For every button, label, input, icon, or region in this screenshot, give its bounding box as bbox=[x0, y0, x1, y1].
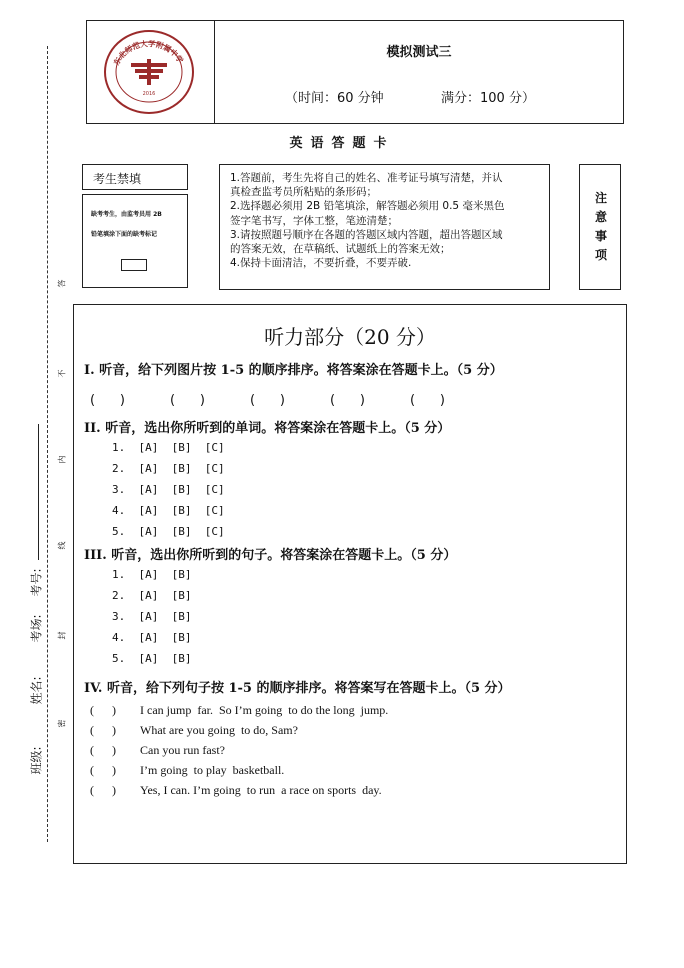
binding-char: 封 bbox=[57, 631, 67, 640]
answer-blank[interactable]: ( ) bbox=[250, 393, 285, 408]
option-row[interactable]: 4. [A] [B] [C] bbox=[112, 504, 225, 517]
absence-mark-box[interactable] bbox=[121, 259, 147, 271]
score-info: 满分：100 分） bbox=[441, 91, 535, 106]
question-4-heading: IV. 听音，给下列句子按 1-5 的顺序排序。将答案写在答题卡上。（5 分） bbox=[84, 681, 511, 696]
instruction-line: 2.选择题必须用 2B 铅笔填涂，解答题必须用 0.5 毫米黑色 bbox=[230, 200, 505, 213]
school-logo bbox=[103, 29, 195, 115]
name-label: 姓名: bbox=[29, 676, 44, 705]
answer-blank[interactable]: ( ) bbox=[90, 703, 116, 717]
sentence-row bbox=[90, 743, 225, 758]
class-label: 班级: bbox=[29, 746, 44, 775]
answer-blank[interactable]: ( ) bbox=[90, 723, 116, 737]
instruction-line: 签字笔书写，字体工整，笔迹清楚； bbox=[230, 214, 398, 227]
exam-title: 模拟测试三 bbox=[386, 45, 452, 60]
time-info: （时间：60 分钟 bbox=[285, 91, 384, 106]
listening-section bbox=[73, 304, 627, 864]
sentence-text: I’m going to play basketball. bbox=[140, 763, 285, 777]
instruction-line: 3.请按照题号顺序在各题的答题区域内答题，超出答题区域 bbox=[230, 228, 503, 241]
option-row[interactable]: 4. [A] [B] bbox=[112, 631, 192, 644]
candidate-label: 考生禁填 bbox=[82, 164, 188, 190]
option-row[interactable]: 2. [A] [B] bbox=[112, 589, 192, 602]
binding-char: 密 bbox=[57, 719, 67, 728]
svg-text:2016: 2016 bbox=[142, 91, 156, 97]
section-title: 听力部分（20 分） bbox=[264, 325, 436, 349]
exam-no-line bbox=[38, 424, 39, 560]
exam-no-label: 考号: bbox=[29, 568, 44, 597]
sentence-text: Can you run fast? bbox=[140, 743, 225, 757]
sentence-row bbox=[90, 783, 382, 798]
binding-dashed-line bbox=[47, 46, 48, 842]
sentence-text: Yes, I can. I’m going to run a race on sports day. bbox=[140, 783, 382, 797]
absence-note-line1: 缺考考生，由监考员用 2B bbox=[91, 211, 162, 218]
question-2-heading: II. 听音，选出你所听到的单词。将答案涂在答题卡上。（5 分） bbox=[84, 421, 451, 436]
answer-blank[interactable]: ( ) bbox=[90, 393, 125, 408]
exam-room-label: 考场: bbox=[29, 614, 44, 643]
sentence-row bbox=[90, 703, 388, 718]
answer-blank[interactable]: ( ) bbox=[90, 763, 116, 777]
instructions-box bbox=[219, 164, 550, 290]
instruction-line: 1.答题前，考生先将自己的姓名、准考证号填写清楚，并认 bbox=[230, 172, 503, 184]
option-row[interactable]: 5. [A] [B] [C] bbox=[112, 525, 225, 538]
logo-cell bbox=[87, 21, 215, 123]
question-1-answers bbox=[90, 393, 490, 408]
header-box bbox=[86, 20, 624, 124]
answer-blank[interactable]: ( ) bbox=[410, 393, 445, 408]
candidate-box bbox=[82, 194, 188, 288]
option-row[interactable]: 2. [A] [B] [C] bbox=[112, 462, 225, 475]
answer-blank[interactable]: ( ) bbox=[90, 783, 116, 797]
binding-char: 不 bbox=[57, 369, 67, 378]
svg-text:东北师范大学附属中学: 东北师范大学附属中学 bbox=[111, 39, 186, 67]
binding-char: 线 bbox=[57, 541, 67, 550]
option-row[interactable]: 5. [A] [B] bbox=[112, 652, 192, 665]
instruction-line: 的答案无效，在草稿纸、试题纸上的答案无效； bbox=[230, 243, 451, 256]
question-3-heading: III. 听音，选出你所听到的句子。将答案涂在答题卡上。（5 分） bbox=[84, 548, 457, 563]
sentence-text: I can jump far. So I’m going to do the long jump. bbox=[140, 703, 389, 717]
notice-box bbox=[579, 164, 621, 290]
instruction-line: 真检查监考员所粘贴的条形码； bbox=[230, 186, 377, 199]
card-title: 英语答题卡 bbox=[289, 136, 395, 151]
title-cell bbox=[215, 21, 623, 123]
absence-note-line2: 铅笔填涂下面的缺考标记 bbox=[91, 231, 158, 238]
instruction-line: 4.保持卡面清洁，不要折叠，不要弄破. bbox=[230, 257, 412, 270]
option-row[interactable]: 1. [A] [B] [C] bbox=[112, 441, 225, 454]
sentence-text: What are you going to do, Sam? bbox=[140, 723, 298, 737]
notice-label: 注意事项 bbox=[594, 191, 607, 262]
answer-blank[interactable]: ( ) bbox=[330, 393, 365, 408]
answer-blank[interactable]: ( ) bbox=[90, 743, 116, 757]
binding-char: 答 bbox=[57, 279, 67, 288]
option-row[interactable]: 3. [A] [B] [C] bbox=[112, 483, 225, 496]
question-1-heading: I. 听音，给下列图片按 1-5 的顺序排序。将答案涂在答题卡上。（5 分） bbox=[84, 363, 503, 378]
sentence-row bbox=[90, 763, 284, 778]
option-row[interactable]: 3. [A] [B] bbox=[112, 610, 192, 623]
answer-blank[interactable]: ( ) bbox=[170, 393, 205, 408]
binding-char: 内 bbox=[57, 455, 67, 464]
option-row[interactable]: 1. [A] [B] bbox=[112, 568, 192, 581]
sentence-row bbox=[90, 723, 298, 738]
